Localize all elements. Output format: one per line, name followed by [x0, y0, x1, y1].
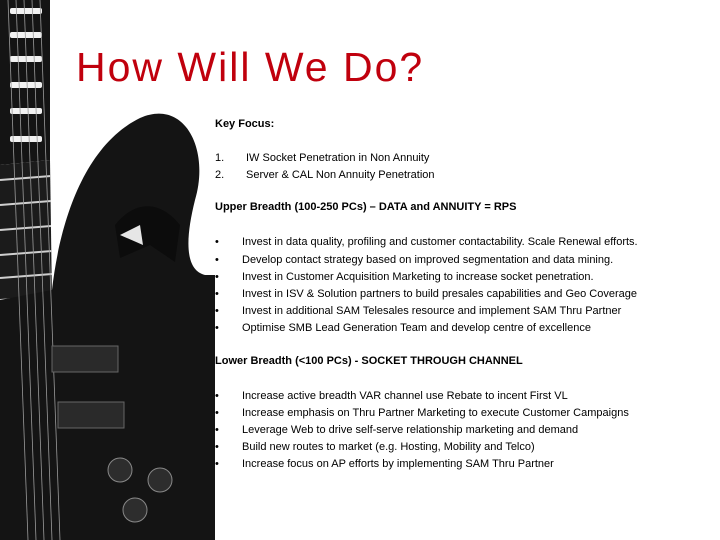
bullet: •	[215, 236, 219, 249]
key-focus-item	[215, 150, 705, 167]
key-focus-heading: Key Focus:	[215, 118, 275, 130]
bullet: •	[215, 423, 219, 436]
upper-breadth-item	[215, 320, 705, 337]
list-item-text: Optimise SMB Lead Generation Team and develop centre of excellence	[242, 322, 591, 335]
key-focus-item	[215, 167, 705, 184]
list-item-text: Increase focus on AP efforts by implementing SAM Thru Partner	[242, 458, 554, 471]
upper-breadth-item	[215, 269, 705, 286]
list-item-text: Build new routes to market (e.g. Hosting, Mobility and Telco)	[242, 441, 535, 454]
list-item-text: Invest in data quality, profiling and customer contactability. Scale Renewal efforts.	[242, 236, 638, 249]
bullet: •	[215, 458, 219, 471]
lower-breadth-item	[215, 456, 705, 473]
list-number: 1.	[215, 152, 225, 164]
bullet: •	[215, 287, 219, 300]
slide-title: How Will We Do?	[76, 44, 425, 90]
list-number: 2.	[215, 169, 225, 182]
bullet: •	[215, 305, 219, 318]
guitar-neck	[0, 160, 52, 310]
slide-body	[215, 117, 705, 473]
lower-breadth-item	[215, 422, 705, 439]
upper-breadth-item	[215, 234, 705, 251]
upper-breadth-heading: Upper Breadth (100-250 PCs) – DATA and ANNUITY = RPS	[215, 201, 517, 214]
list-item-text: Invest in additional SAM Telesales resource and implement SAM Thru Partner	[242, 305, 622, 318]
bullet: •	[215, 406, 219, 419]
list-item-text: Develop contact strategy based on improved segmentation and data mining.	[242, 253, 614, 266]
lower-breadth-item	[215, 388, 705, 405]
list-item-text: Increase emphasis on Thru Partner Marketing to execute Customer Campaigns	[242, 406, 629, 419]
list-item-text: Increase active breadth VAR channel use Rebate to incent First VL	[242, 389, 568, 402]
list-item-text: Invest in ISV & Solution partners to build presales capabilities and Geo Coverage	[242, 287, 638, 300]
upper-breadth-item	[215, 303, 705, 320]
bullet: •	[215, 322, 219, 335]
bullet: •	[215, 389, 219, 402]
bullet: •	[215, 441, 219, 454]
upper-breadth-item	[215, 286, 705, 303]
list-item-text: Invest in Customer Acquisition Marketing to increase socket penetration.	[242, 270, 594, 283]
lower-breadth-heading: Lower Breadth (<100 PCs) - SOCKET THROUGH CHANNEL	[215, 354, 523, 367]
upper-breadth-item	[215, 252, 705, 269]
list-item-text: Leverage Web to drive self-serve relationship marketing and demand	[242, 423, 579, 436]
bullet: •	[215, 270, 219, 283]
list-item-text: IW Socket Penetration in Non Annuity	[246, 152, 430, 164]
lower-breadth-item	[215, 405, 705, 422]
bullet: •	[215, 253, 219, 266]
list-item-text: Server & CAL Non Annuity Penetration	[246, 169, 435, 182]
lower-breadth-item	[215, 439, 705, 456]
